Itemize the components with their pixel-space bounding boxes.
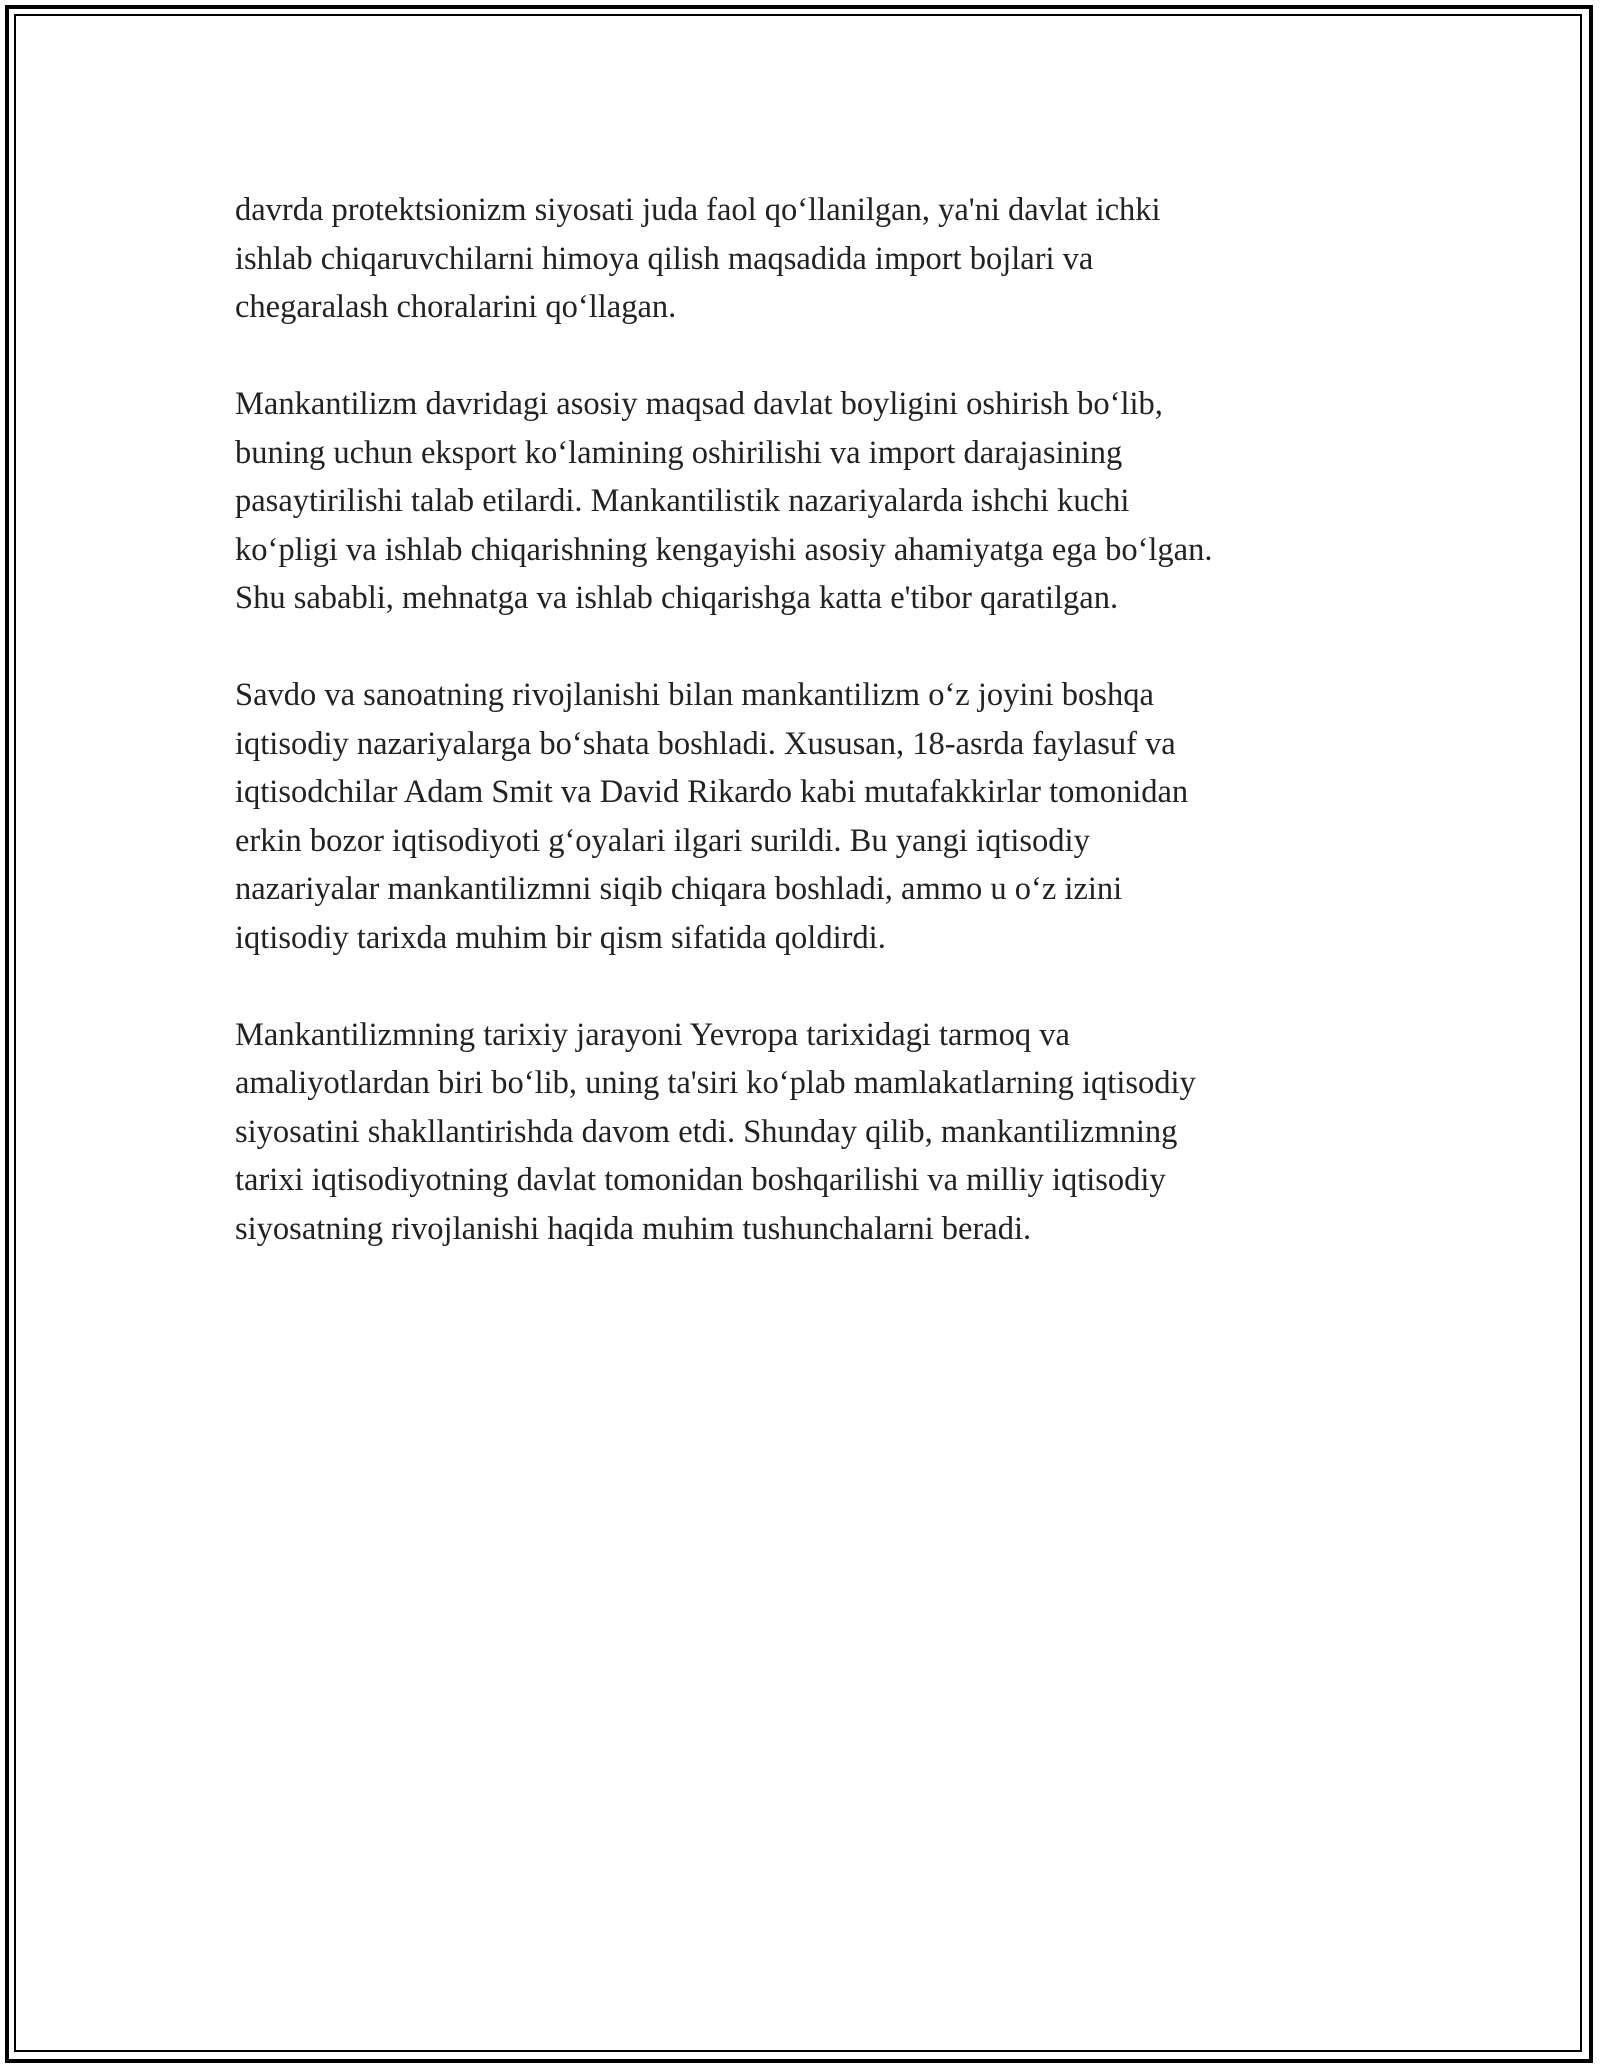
- text-line: pasaytirilishi talab etilardi. Mankantilistik nazariyalarda ishchi kuchi: [235, 483, 1130, 519]
- text-line: siyosatini shakllantirishda davom etdi. Shunday qilib, mankantilizmning: [235, 1113, 1178, 1150]
- text-line: amaliyotlardan biri bo‘lib, uning ta'siri ko‘plab mamlakatlarning iqtisodiy: [235, 1065, 1196, 1101]
- text-line: iqtisodiy nazariyalarga bo‘shata boshladi. Xususan, 18-asrda faylasuf va: [235, 725, 1176, 762]
- text-line: Mankantilizmning tarixiy jarayoni Yevropa tarixidagi tarmoq va: [235, 1016, 1070, 1053]
- text-line: davrda protektsionizm siyosati juda faol qo‘llanilgan, ya'ni davlat ichki: [235, 192, 1161, 228]
- text-line: nazariyalar mankantilizmni siqib chiqara boshladi, ammo u o‘z izini: [235, 871, 1123, 907]
- paragraph-1: [235, 186, 1365, 332]
- text-line: Savdo va sanoatning rivojlanishi bilan mankantilizm o‘z joyini boshqa: [235, 677, 1154, 713]
- text-line: buning uchun eksport ko‘lamining oshirilishi va import darajasining: [235, 434, 1123, 471]
- text-line: erkin bozor iqtisodiyoti g‘oyalari ilgari surildi. Bu yangi iqtisodiy: [235, 822, 1090, 859]
- text-line: iqtisodiy tarixda muhim bir qism sifatida qoldirdi.: [235, 919, 886, 956]
- text-line: siyosatning rivojlanishi haqida muhim tushunchalarni beradi.: [235, 1210, 1032, 1247]
- document-body: [235, 186, 1365, 1302]
- text-line: Mankantilizm davridagi asosiy maqsad davlat boyligini oshirish bo‘lib,: [235, 386, 1163, 422]
- paragraph-2: [235, 380, 1365, 623]
- text-line: ishlab chiqaruvchilarni himoya qilish maqsadida import bojlari va: [235, 240, 1094, 277]
- text-line: tarixi iqtisodiyotning davlat tomonidan boshqarilishi va milliy iqtisodiy: [235, 1162, 1166, 1198]
- text-line: Shu sababli, mehnatga va ishlab chiqarishga katta e'tibor qaratilgan.: [235, 580, 1119, 616]
- paragraph-4: [235, 1011, 1365, 1254]
- paragraph-3: [235, 671, 1365, 962]
- text-line: ko‘pligi va ishlab chiqarishning kengayishi asosiy ahamiyatga ega bo‘lgan.: [235, 531, 1213, 568]
- text-line: chegaralash choralarini qo‘llagan.: [235, 289, 677, 325]
- text-line: iqtisodchilar Adam Smit va David Rikardo kabi mutafakkirlar tomonidan: [235, 774, 1189, 810]
